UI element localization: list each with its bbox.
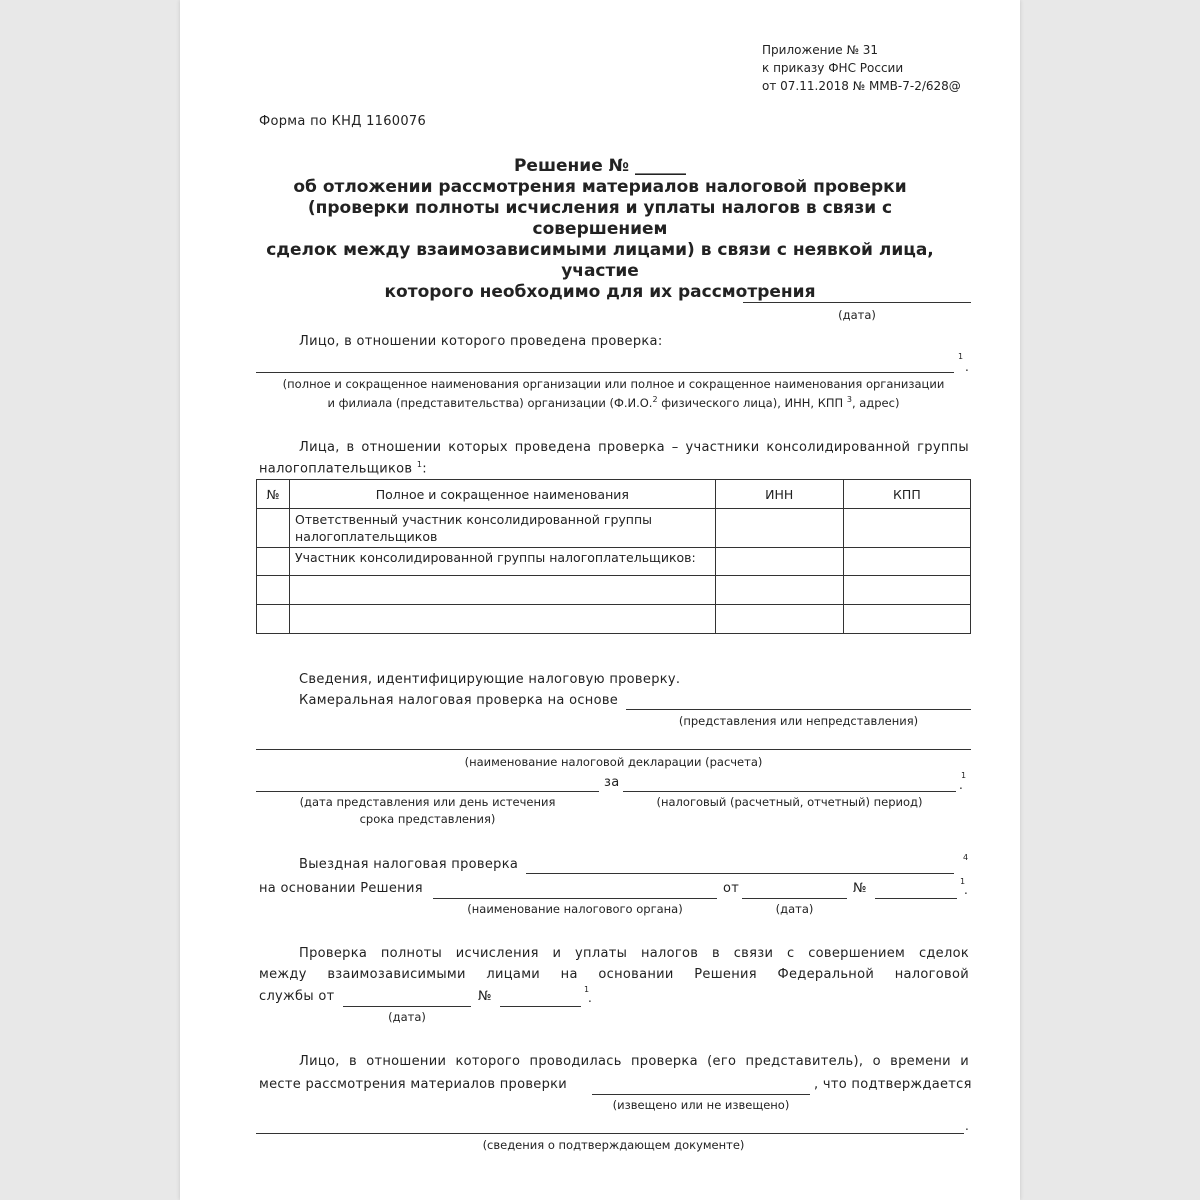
person-label: Лицо, в отношении которого проведена проверка: xyxy=(299,334,663,349)
participants-table xyxy=(256,479,971,634)
person-sup: 1 xyxy=(958,352,964,361)
table-row xyxy=(257,548,971,576)
table-cell[interactable] xyxy=(715,509,843,548)
submission-date-line[interactable] xyxy=(256,791,599,792)
desk-audit-line[interactable] xyxy=(626,709,971,710)
table-cell[interactable]: Ответственный участник консолидированной группы налогоплательщиков xyxy=(290,509,716,548)
tp-line-2: между взаимозависимыми лицами на основании Решения Федеральной налоговой xyxy=(259,967,969,982)
za-label: за xyxy=(604,775,620,790)
decision-number-line[interactable] xyxy=(875,898,957,899)
ot-label: от xyxy=(723,881,740,896)
decision-sup: 1 xyxy=(960,877,966,886)
table-cell[interactable] xyxy=(715,605,843,634)
table-cell[interactable] xyxy=(715,548,843,576)
appendix-line-1: Приложение № 31 xyxy=(762,43,879,57)
desk-audit-label: Камеральная налоговая проверка на основе xyxy=(299,693,619,708)
confirming-document-line[interactable] xyxy=(256,1133,964,1134)
field-audit-sup: 4 xyxy=(963,853,969,862)
submission-date-caption-1: (дата представления или день истечения xyxy=(299,795,556,809)
title-line-4: сделок между взаимозависимыми лицами) в связи с неявкой лица, участие xyxy=(266,240,934,281)
notification-line-2-suffix: , что подтверждается xyxy=(814,1077,972,1092)
notified-line[interactable] xyxy=(592,1094,810,1095)
notification-line-2-prefix: месте рассмотрения материалов проверки xyxy=(259,1077,568,1092)
confirming-document-caption: (сведения о подтверждающем документе) xyxy=(482,1138,745,1152)
identification-heading: Сведения, идентифицирующие налоговую проверку. xyxy=(299,672,681,687)
title-line-5: которого необходимо для их рассмотрения xyxy=(384,282,816,302)
table-row xyxy=(257,605,971,634)
decision-date-caption: (дата) xyxy=(775,902,814,916)
declaration-caption: (наименование налоговой декларации (расчета) xyxy=(464,755,763,769)
table-cell[interactable] xyxy=(257,576,290,605)
table-cell[interactable] xyxy=(257,605,290,634)
period-sup: 1 xyxy=(961,771,967,780)
table-row xyxy=(257,509,971,548)
table-cell[interactable] xyxy=(257,509,290,548)
group-label-line-1: Лица, в отношении которых проведена проверка – участники консолидированной группы xyxy=(299,440,969,455)
document-title xyxy=(240,156,960,303)
tp-line-3-prefix: службы от xyxy=(259,989,335,1004)
decision-dot: . xyxy=(964,883,968,897)
tp-sup: 1 xyxy=(584,985,590,994)
table-cell[interactable] xyxy=(843,605,970,634)
header-name: Полное и сокращенное наименования xyxy=(290,480,716,509)
person-caption-2: и филиала (представительства) организации (Ф.И.О.$^2$ физического лица), ИНН, КПП $^3$, адрес) xyxy=(327,395,900,410)
form-code: Форма по КНД 1160076 xyxy=(259,114,427,129)
tp-date-caption: (дата) xyxy=(388,1010,426,1024)
tp-no-label: № xyxy=(478,989,492,1004)
decision-date-line[interactable] xyxy=(742,898,847,899)
person-line[interactable] xyxy=(256,372,954,373)
table-cell[interactable] xyxy=(257,548,290,576)
period-dot: . xyxy=(959,778,963,792)
field-audit-label: Выездная налоговая проверка xyxy=(299,857,519,872)
table-cell[interactable] xyxy=(715,576,843,605)
person-caption-1: (полное и сокращенное наименования организации или полное и сокращенное наименования организации xyxy=(282,377,945,391)
header-number: № xyxy=(257,480,290,509)
table-header-row xyxy=(257,480,971,509)
person-dot: . xyxy=(965,360,969,374)
field-audit-line[interactable] xyxy=(526,873,954,874)
date-line[interactable] xyxy=(743,302,971,303)
period-line[interactable] xyxy=(623,791,956,792)
date-caption: (дата) xyxy=(838,308,876,322)
table-cell[interactable] xyxy=(290,605,716,634)
document-page xyxy=(180,0,1020,1200)
table-cell[interactable] xyxy=(843,548,970,576)
organ-line[interactable] xyxy=(433,898,717,899)
tp-date-line[interactable] xyxy=(343,1006,471,1007)
title-line-2: об отложении рассмотрения материалов налоговой проверки xyxy=(293,177,907,197)
tp-line-1: Проверка полноты исчисления и уплаты налогов в связи с совершением сделок xyxy=(299,946,969,961)
group-label-line-2: налогоплательщиков $^1$: xyxy=(259,460,427,477)
declaration-line[interactable] xyxy=(256,749,971,750)
header-kpp: КПП xyxy=(843,480,970,509)
table-row xyxy=(257,576,971,605)
table-cell[interactable] xyxy=(843,576,970,605)
notification-line-1: Лицо, в отношении которого проводилась проверка (его представитель), о времени и xyxy=(299,1054,969,1069)
appendix-line-2: к приказу ФНС России xyxy=(762,61,904,75)
period-caption: (налоговый (расчетный, отчетный) период) xyxy=(656,795,923,809)
title-line-1: Решение № ______ xyxy=(513,156,687,176)
header-inn: ИНН xyxy=(715,480,843,509)
basis-label: на основании Решения xyxy=(259,881,423,896)
table-cell[interactable] xyxy=(290,576,716,605)
confirming-document-dot: . xyxy=(965,1119,969,1133)
title-line-3: (проверки полноты исчисления и уплаты налогов в связи с совершением xyxy=(307,198,893,239)
tp-dot: . xyxy=(588,991,592,1005)
submission-date-caption-2: срока представления) xyxy=(359,812,496,826)
table-cell[interactable] xyxy=(843,509,970,548)
tp-number-line[interactable] xyxy=(500,1006,581,1007)
appendix-line-3: от 07.11.2018 № ММВ-7-2/628@ xyxy=(762,79,961,93)
table-cell[interactable]: Участник консолидированной группы налогоплательщиков: xyxy=(290,548,716,576)
organ-caption: (наименование налогового органа) xyxy=(467,902,683,916)
desk-audit-caption: (представления или непредставления) xyxy=(678,714,919,728)
no-label: № xyxy=(853,881,867,896)
notified-caption: (извещено или не извещено) xyxy=(612,1098,790,1112)
